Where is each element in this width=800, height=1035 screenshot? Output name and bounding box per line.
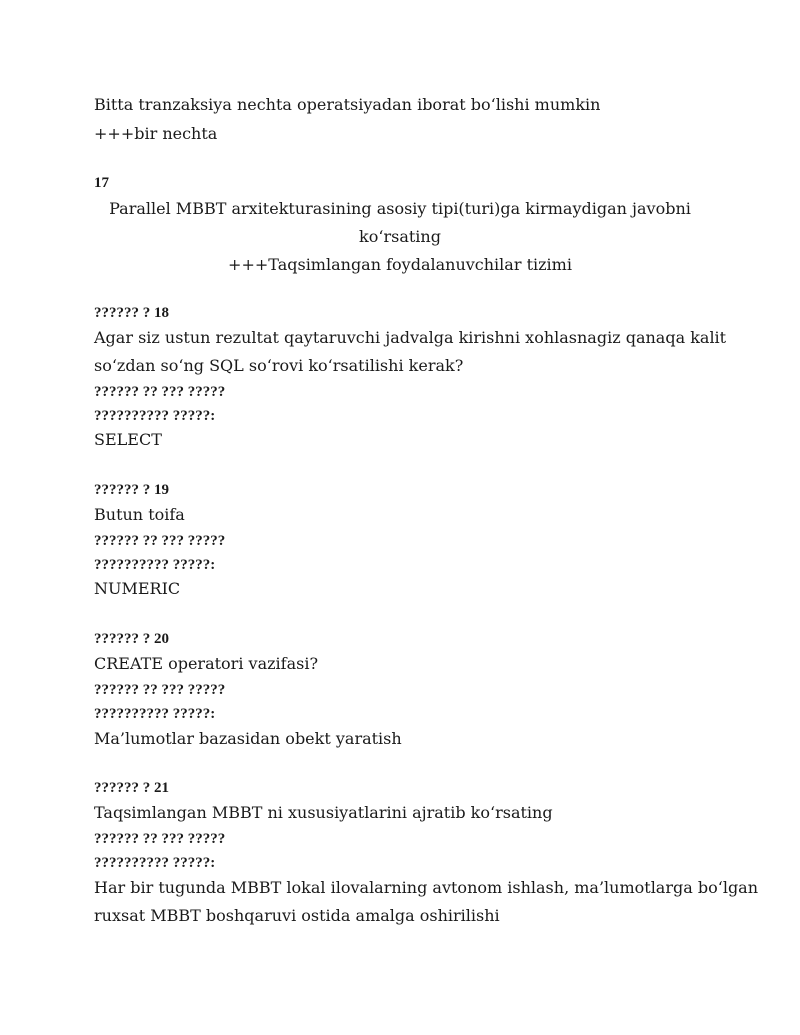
- q18-meta1: ?????? ?? ??? ?????: [94, 384, 226, 400]
- q17-question-line1: Parallel MBBT arxitekturasining asosiy tipi(turi)ga kirmaydigan javobni: [109, 199, 691, 218]
- q17-number: 17: [94, 175, 109, 191]
- q19-meta2: ?????????? ?????:: [94, 557, 216, 573]
- intro-answer: +++bir nechta: [94, 124, 218, 143]
- q18-question-line2: so‘zdan so‘ng SQL so‘rovi ko‘rsatilishi kerak?: [94, 356, 464, 375]
- q19-question: Butun toifa: [94, 505, 185, 524]
- q18-answer: SELECT: [94, 430, 162, 449]
- intro-question: Bitta tranzaksiya nechta operatsiyadan iborat bo‘lishi mumkin: [94, 95, 601, 114]
- q21-meta1: ?????? ?? ??? ?????: [94, 831, 226, 847]
- q20-question: CREATE operatori vazifasi?: [94, 654, 319, 673]
- q18-header: ?????? ? 18: [94, 305, 169, 321]
- q21-meta2: ?????????? ?????:: [94, 855, 216, 871]
- q21-answer-line1: Har bir tugunda MBBT lokal ilovalarning avtonom ishlash, ma’lumotlarga bo‘lgan: [94, 878, 759, 897]
- q20-meta2: ?????????? ?????:: [94, 706, 216, 722]
- q17-question-line2: ko‘rsating: [359, 227, 441, 246]
- q21-answer-line2: ruxsat MBBT boshqaruvi ostida amalga oshirilishi: [94, 906, 500, 925]
- q17-answer: +++Taqsimlangan foydalanuvchilar tizimi: [228, 255, 572, 274]
- q19-header: ?????? ? 19: [94, 482, 169, 498]
- q19-meta1: ?????? ?? ??? ?????: [94, 533, 226, 549]
- q21-question: Taqsimlangan MBBT ni xususiyatlarini ajratib ko‘rsating: [94, 803, 553, 822]
- q19-answer: NUMERIC: [94, 579, 181, 598]
- q18-meta2: ?????????? ?????:: [94, 408, 216, 424]
- q20-answer: Ma’lumotlar bazasidan obekt yaratish: [94, 729, 402, 748]
- q20-header: ?????? ? 20: [94, 631, 169, 647]
- q21-header: ?????? ? 21: [94, 780, 169, 796]
- q18-question-line1: Agar siz ustun rezultat qaytaruvchi jadvalga kirishni xohlasnagiz qanaqa kalit: [94, 328, 727, 347]
- q20-meta1: ?????? ?? ??? ?????: [94, 682, 226, 698]
